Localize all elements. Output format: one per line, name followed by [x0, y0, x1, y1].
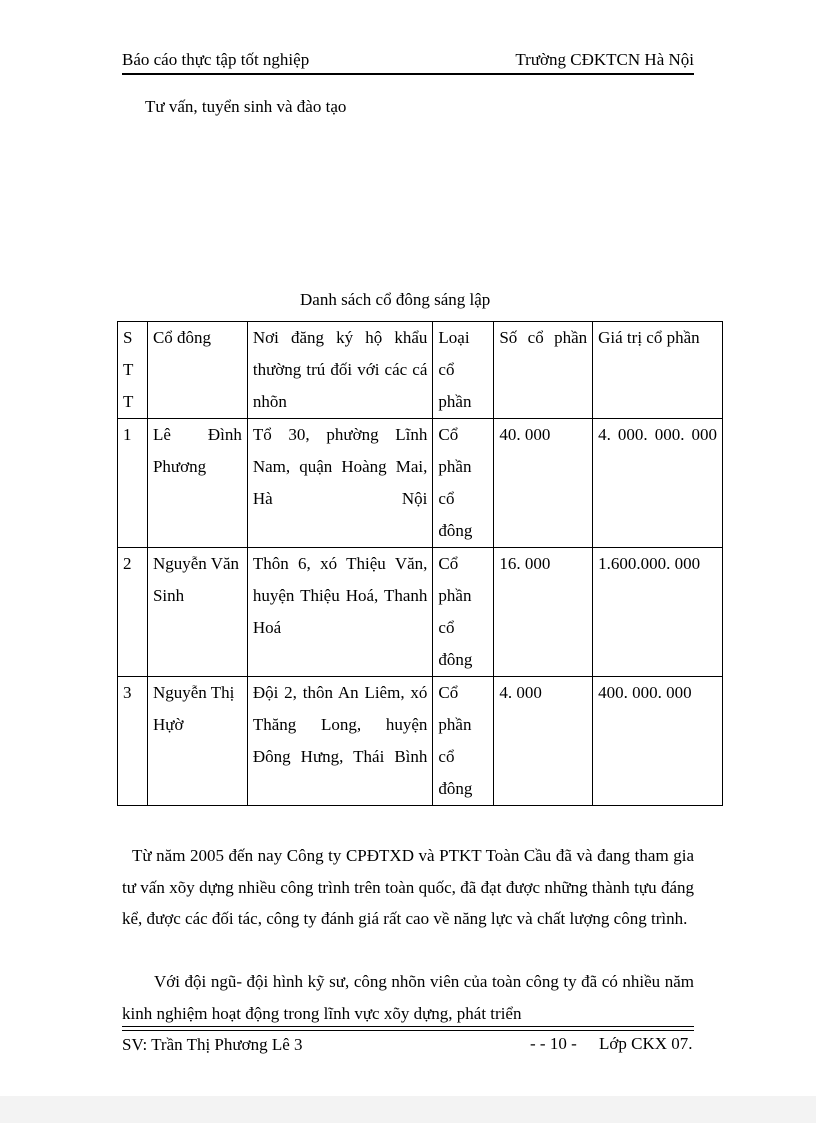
header-stt-s: S: [123, 328, 133, 347]
table-row: [118, 419, 723, 548]
header-stt-t1: T: [123, 360, 134, 379]
header-value: Giá trị cổ phần: [593, 322, 723, 419]
header-address: Nơi đăng ký hộ khẩu thường trú đối với các cá nhõn: [247, 322, 433, 419]
cell-shares: 4. 000: [494, 677, 593, 806]
page-footer: [122, 1034, 702, 1078]
header-stt-t2: T: [123, 392, 134, 411]
header-shareholder: Cổ đông: [147, 322, 247, 419]
intro-line: Tư vấn, tuyển sinh và đào tạo: [145, 97, 347, 116]
table-caption: Danh sách cổ đông sáng lập: [300, 290, 491, 309]
header-stt: [118, 322, 148, 419]
footer-divider-bottom: [122, 1030, 694, 1031]
cell-type: Cổ phần cổ đông: [433, 548, 494, 677]
cell-shares: 16. 000: [494, 548, 593, 677]
body-paragraph-achievements: Từ năm 2005 đến nay Công ty CPĐTXD và PTKT Toàn Cầu đã và đang tham gia tư vấn xõy dựng nhiều công trình trên toàn quốc, đã đạt được những thành tựu đáng kể, được các đối tác, công ty đánh giá rất cao về năng lực và chất lượng công trình.: [122, 846, 694, 928]
table-row: [118, 677, 723, 806]
page-bottom-margin: [0, 1096, 816, 1123]
cell-value: 1.600.000. 000: [593, 548, 723, 677]
table-header-row: [118, 322, 723, 419]
cell-stt: 1: [118, 419, 148, 548]
header-divider: [122, 73, 694, 75]
cell-shareholder: Lê Đình Phương: [147, 419, 247, 548]
cell-value: 400. 000. 000: [593, 677, 723, 806]
shareholders-table: [117, 321, 723, 806]
cell-stt: 2: [118, 548, 148, 677]
cell-type: Cổ phần cổ đông: [433, 677, 494, 806]
cell-address: Tổ 30, phường Lĩnh Nam, quận Hoàng Mai, Hà Nội: [247, 419, 433, 548]
cell-shares: 40. 000: [494, 419, 593, 548]
header-school-name: Trường CĐKTCN Hà Nội: [515, 50, 694, 69]
cell-type: Cổ phần cổ đông: [433, 419, 494, 548]
footer-student-name: SV: Trần Thị Phương Lê 3: [122, 1035, 303, 1054]
header-type: Loại cổ phần: [433, 322, 494, 419]
footer-divider-top: [122, 1026, 694, 1027]
header-report-title: Báo cáo thực tập tốt nghiệp: [122, 50, 310, 69]
cell-stt: 3: [118, 677, 148, 806]
cell-shareholder: Nguyễn Văn Sinh: [147, 548, 247, 677]
footer-page-number: - - 10 -: [530, 1034, 577, 1053]
cell-shareholder: Nguyễn Thị Hựờ: [147, 677, 247, 806]
header-shares: Số cổ phần: [494, 322, 593, 419]
cell-address: Thôn 6, xó Thiệu Văn, huyện Thiệu Hoá, Thanh Hoá: [247, 548, 433, 677]
cell-value: 4. 000. 000. 000: [593, 419, 723, 548]
table-row: [118, 548, 723, 677]
cell-address: Đội 2, thôn An Liêm, xó Thăng Long, huyện Đông Hưng, Thái Bình: [247, 677, 433, 806]
page-header: [122, 50, 694, 72]
body-paragraph-staff: Với đội ngũ- đội hình kỹ sư, công nhõn viên của toàn công ty đã có nhiều năm kinh nghiệm hoạt động trong lĩnh vực xõy dựng, phát triển: [122, 972, 694, 1023]
footer-class: Lớp CKX 07.: [599, 1034, 693, 1053]
